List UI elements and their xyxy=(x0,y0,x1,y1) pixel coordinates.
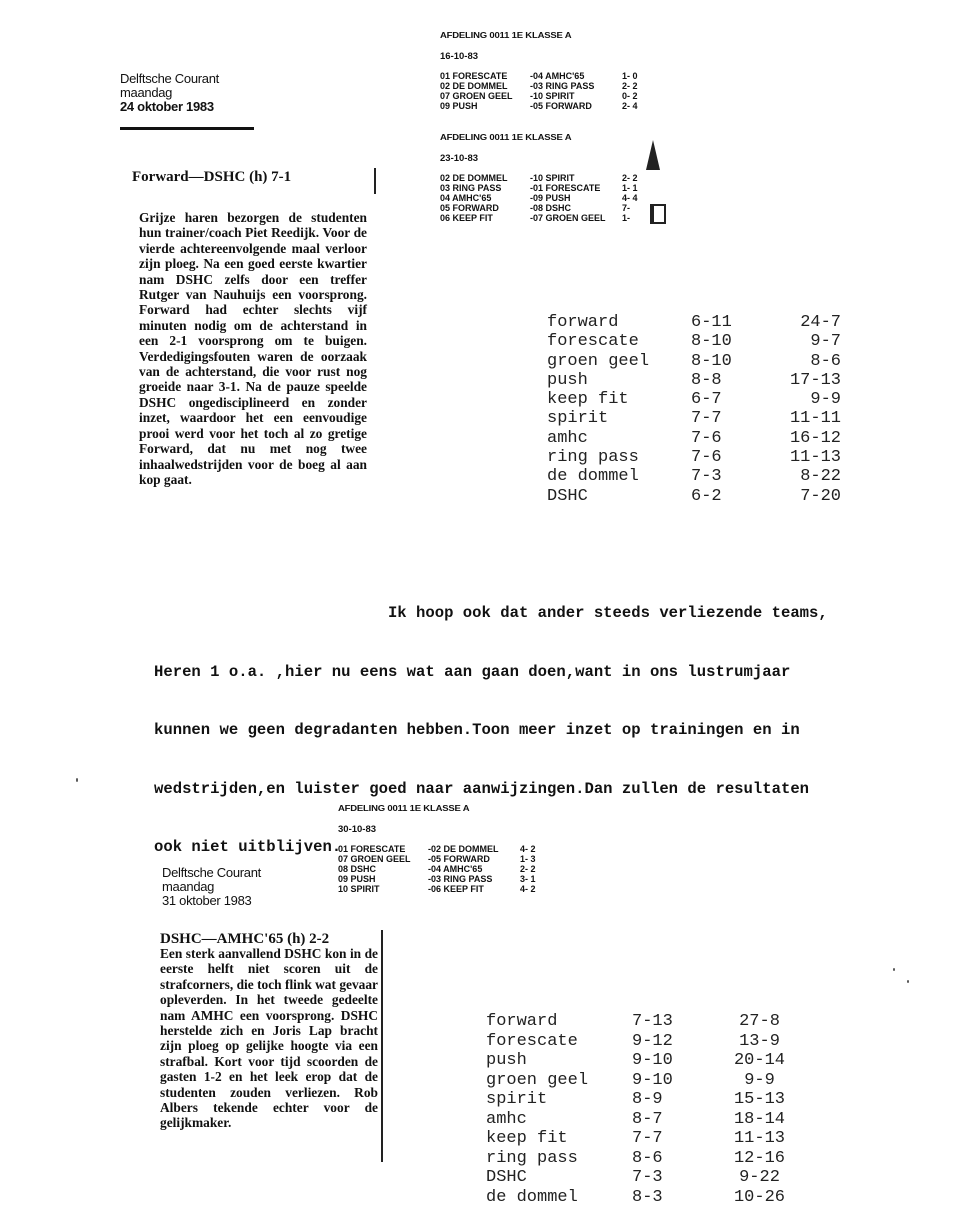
goal-difference: 12-16 xyxy=(733,1148,785,1168)
match-row xyxy=(440,203,662,213)
typed-line: ook niet uitblijven. xyxy=(154,838,342,856)
standings-row xyxy=(486,1071,797,1091)
away-team: -09 PUSH xyxy=(530,193,571,203)
team-name: forescate xyxy=(486,1031,578,1051)
team-name: keep fit xyxy=(547,390,629,410)
results-table xyxy=(440,173,662,223)
away-team: -05 FORWARD xyxy=(428,854,490,864)
team-name: push xyxy=(486,1051,527,1070)
goal-difference: 8-6 xyxy=(810,351,841,371)
games-points: 7-7 xyxy=(691,409,722,429)
masthead-2 xyxy=(162,866,261,908)
typed-line: kunnen we geen degradanten hebben.Toon meer inzet op trainingen en in xyxy=(154,721,800,739)
games-points: 7-6 xyxy=(691,428,722,448)
games-points: 7-3 xyxy=(691,467,722,487)
games-points: 8-10 xyxy=(691,332,732,352)
home-team: 02 DE DOMMEL xyxy=(440,173,508,183)
standings-row xyxy=(547,487,841,506)
goal-difference: 9-9 xyxy=(744,1070,775,1090)
match-row xyxy=(440,173,662,183)
games-points: 7-13 xyxy=(632,1012,673,1031)
results-block-1 xyxy=(440,31,662,111)
standings-row xyxy=(547,371,841,390)
team-name: amhc xyxy=(486,1109,527,1129)
match-row xyxy=(440,101,662,111)
article-1-body: Grijze haren bezorgen de studenten hun trainer/coach Piet Reedijk. Voor de vierde achtereenvolgende maal verloor zijn ploeg. Na een goed eerste kwartier nam DSHC zelfs door een treffer Rutger van Nauhuijs een voorsprong. Forward had echter slechts vijf minuten nodig om de achterstand in een 2-1 voorsprong om te buigen. Verdedigingsfouten waren de oorzaak van de achterstand, die voor rust nog groeide naar 3-1. Na de pauze speelde DSHC ongedisciplineerd en zonder inzet, waardoor het een eenvoudige prooi werd voor het toch al zo gretige Forward, dat nu met nog twee inhaalwedstrijden voor de boeg al aan kop gaat. xyxy=(139,210,367,487)
masthead-date: 24 oktober 1983 xyxy=(120,99,214,114)
goal-difference: 11-13 xyxy=(733,1129,785,1148)
standings-row xyxy=(486,1149,797,1169)
away-team: -10 SPIRIT xyxy=(530,91,575,101)
typed-line: Ik hoop ook dat ander steeds verliezende teams, xyxy=(154,604,828,622)
match-score: 2- 2 xyxy=(622,81,638,91)
home-team: 08 DSHC xyxy=(338,864,377,874)
match-row xyxy=(440,213,662,223)
match-score: 1- 1 xyxy=(622,183,638,193)
games-points: 6-7 xyxy=(691,390,722,410)
team-name: push xyxy=(547,370,588,390)
home-team: 09 PUSH xyxy=(440,101,478,111)
home-team: 07 GROEN GEEL xyxy=(440,91,513,101)
games-points: 6-11 xyxy=(691,313,732,332)
team-name: forward xyxy=(486,1012,558,1031)
home-team: 03 RING PASS xyxy=(440,183,502,193)
games-points: 8-9 xyxy=(632,1090,663,1109)
goal-difference: 16-12 xyxy=(789,428,841,448)
games-points: 6-2 xyxy=(691,486,722,506)
standings-row xyxy=(547,467,841,486)
results-date: 30-10-83 xyxy=(338,824,377,835)
match-score: 4- 4 xyxy=(622,193,638,203)
masthead-rule xyxy=(120,127,254,130)
masthead-1 xyxy=(120,72,219,114)
games-points: 7-6 xyxy=(691,448,722,468)
standings-row xyxy=(547,352,841,371)
goal-difference: 11-11 xyxy=(789,409,841,429)
away-team: -06 KEEP FIT xyxy=(428,884,484,894)
standings-table-2 xyxy=(486,1012,797,1207)
goal-difference: 18-14 xyxy=(733,1109,785,1129)
match-row xyxy=(440,81,662,91)
goal-difference: 11-13 xyxy=(789,448,841,468)
team-name: de dommel xyxy=(547,467,639,487)
away-team: -01 FORESCATE xyxy=(530,183,601,193)
article-1-headline: Forward—DSHC (h) 7-1 xyxy=(132,169,292,185)
team-name: de dommel xyxy=(486,1187,578,1207)
team-name: keep fit xyxy=(486,1129,568,1148)
away-team: -03 RING PASS xyxy=(530,81,595,91)
away-team: -02 DE DOMMEL xyxy=(428,844,499,854)
standings-row xyxy=(547,429,841,448)
typed-line: wedstrijden,en luister goed naar aanwijzingen.Dan zullen de resultaten xyxy=(154,779,810,798)
home-team: 02 DE DOMMEL xyxy=(440,81,508,91)
team-name: ring pass xyxy=(547,448,639,468)
match-score: 4- 2 xyxy=(520,844,536,854)
team-name: groen geel xyxy=(547,351,650,371)
goal-difference: 9-22 xyxy=(739,1168,780,1187)
games-points: 8-7 xyxy=(632,1109,663,1129)
scan-speck xyxy=(893,968,895,971)
match-row xyxy=(338,854,560,864)
match-score: 1- 0 xyxy=(622,71,638,81)
results-date: 16-10-83 xyxy=(440,51,479,62)
team-name: groen geel xyxy=(486,1070,589,1090)
results-title: AFDELING 0011 1E KLASSE A xyxy=(338,804,470,814)
standings-row xyxy=(486,1012,797,1032)
standings-row xyxy=(486,1129,797,1149)
standings-row xyxy=(547,313,841,332)
goal-difference: 17-13 xyxy=(789,370,841,390)
goal-difference: 7-20 xyxy=(800,486,841,506)
standings-row xyxy=(547,332,841,351)
standings-table-1 xyxy=(547,313,841,506)
home-team: 01 FORESCATE xyxy=(338,844,406,854)
home-team: 09 PUSH xyxy=(338,874,376,884)
newspaper-name: Delftsche Courant xyxy=(120,71,219,86)
team-name: forward xyxy=(547,313,619,332)
standings-row xyxy=(486,1188,797,1208)
match-score: 0- 2 xyxy=(622,91,638,101)
match-score: 1- xyxy=(622,213,631,223)
goal-difference: 8-22 xyxy=(800,467,841,487)
home-team: 04 AMHC'65 xyxy=(440,193,492,203)
goal-difference: 20-14 xyxy=(733,1051,785,1070)
away-team: -07 GROEN GEEL xyxy=(530,213,606,223)
goal-difference: 13-9 xyxy=(739,1031,780,1051)
match-score: 2- 4 xyxy=(622,101,638,111)
away-team: -08 DSHC xyxy=(530,203,572,213)
results-table xyxy=(440,71,662,111)
home-team: 05 FORWARD xyxy=(440,203,499,213)
article-2-body: Een sterk aanvallend DSHC kon in de eerste helft niet scoren uit de strafcorners, die toch flink wat gevaar opleverden. In het tweede gedeelte nam AMHC een voorsprong. DSHC herstelde zich en Joris Lap bracht zijn ploeg op gelijke hoogte via een strafbal. Kort voor tijd scoorden de gasten 1-2 en het leek erop dat de studenten zouden verliezen. Rob Albers tekende echter voor de gelijkmaker. xyxy=(160,946,378,1131)
standings-row xyxy=(486,1032,797,1052)
newspaper-name: Delftsche Courant xyxy=(162,865,261,880)
marker-glyph xyxy=(646,140,660,170)
goal-difference: 10-26 xyxy=(733,1187,785,1207)
match-score: 3- 1 xyxy=(520,874,536,884)
match-row xyxy=(440,71,662,81)
match-score: 7- xyxy=(622,203,631,213)
team-name: spirit xyxy=(486,1090,548,1109)
results-title: AFDELING 0011 1E KLASSE A xyxy=(440,31,572,41)
games-points: 9-10 xyxy=(632,1051,673,1070)
home-team: 07 GROEN GEEL xyxy=(338,854,411,864)
masthead-date: 31 oktober 1983 xyxy=(162,893,252,908)
match-row xyxy=(440,183,662,193)
games-points: 8-8 xyxy=(691,370,722,390)
results-block-3 xyxy=(338,804,560,894)
standings-row xyxy=(486,1110,797,1130)
match-score: 1- 3 xyxy=(520,854,536,864)
home-team: 10 SPIRIT xyxy=(338,884,380,894)
team-name: DSHC xyxy=(547,486,588,506)
games-points: 8-6 xyxy=(632,1148,663,1168)
team-name: amhc xyxy=(547,428,588,448)
results-title: AFDELING 0011 1E KLASSE A xyxy=(440,133,572,143)
goal-difference: 27-8 xyxy=(739,1012,780,1031)
article-2-headline: DSHC—AMHC'65 (h) 2-2 xyxy=(160,931,330,947)
games-points: 9-10 xyxy=(632,1070,673,1090)
standings-row xyxy=(486,1051,797,1071)
home-team: 01 FORESCATE xyxy=(440,71,508,81)
results-table xyxy=(338,844,560,894)
away-team: -10 SPIRIT xyxy=(530,173,575,183)
column-rule xyxy=(374,168,376,194)
masthead-day: maandag xyxy=(120,85,173,100)
typed-line: Heren 1 o.a. ,hier nu eens wat aan gaan doen,want in ons lustrumjaar xyxy=(154,662,791,681)
standings-row xyxy=(547,409,841,428)
away-team: -04 AMHC'65 xyxy=(530,71,585,81)
scan-speck xyxy=(907,980,909,983)
team-name: spirit xyxy=(547,409,609,429)
goal-difference: 9-9 xyxy=(810,390,841,410)
match-row xyxy=(338,884,560,894)
standings-row xyxy=(547,390,841,409)
away-team: -05 FORWARD xyxy=(530,101,592,111)
games-points: 8-3 xyxy=(632,1187,663,1207)
scan-speck xyxy=(76,778,78,782)
team-name: DSHC xyxy=(486,1168,527,1187)
goal-difference: 24-7 xyxy=(800,313,841,332)
match-row xyxy=(440,91,662,101)
match-row xyxy=(338,844,560,854)
away-team: -04 AMHC'65 xyxy=(428,864,483,874)
home-team: 06 KEEP FIT xyxy=(440,213,493,223)
box-glyph xyxy=(650,204,666,224)
masthead-day: maandag xyxy=(162,879,215,894)
match-score: 4- 2 xyxy=(520,884,536,894)
team-name: forescate xyxy=(547,332,639,352)
games-points: 8-10 xyxy=(691,351,732,371)
match-row xyxy=(440,193,662,203)
match-row xyxy=(338,874,560,884)
standings-row xyxy=(486,1090,797,1110)
games-points: 7-3 xyxy=(632,1168,663,1187)
column-rule xyxy=(381,930,383,1162)
standings-row xyxy=(486,1168,797,1188)
games-points: 7-7 xyxy=(632,1129,663,1148)
standings-row xyxy=(547,448,841,467)
goal-difference: 15-13 xyxy=(733,1090,785,1109)
team-name: ring pass xyxy=(486,1148,578,1168)
match-score: 2- 2 xyxy=(622,173,638,183)
match-score: 2- 2 xyxy=(520,864,536,874)
results-block-2 xyxy=(440,133,662,223)
games-points: 9-12 xyxy=(632,1031,673,1051)
match-row xyxy=(338,864,560,874)
away-team: -03 RING PASS xyxy=(428,874,493,884)
results-date: 23-10-83 xyxy=(440,153,479,164)
goal-difference: 9-7 xyxy=(810,332,841,352)
